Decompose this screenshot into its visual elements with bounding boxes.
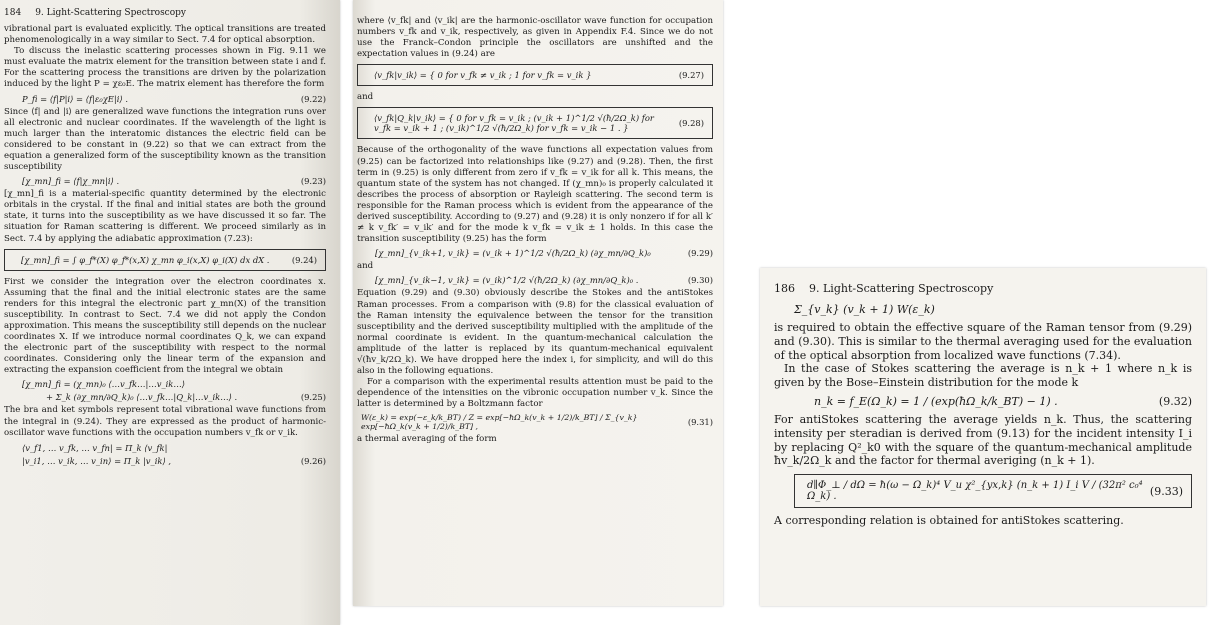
equation-9-30: [χ_mn]_{v_ik−1, v_ik} = (v_ik)^1/2 √(ħ/2Ω_k) (∂χ_mn/∂Q_k)₀ . (9.30) <box>375 275 713 286</box>
paragraph: vibrational part is evaluated explicitly. The optical transitions are treated phenomenologically in a way similar to Sect. 7.4 for optical absorption. <box>4 24 326 46</box>
paragraph: A corresponding relation is obtained for antiStokes scattering. <box>774 514 1124 528</box>
boxed-equation-9-24: [χ_mn]_fi = ∫ φ_f*(X) φ_f*(x,X) χ_mn φ_i(x,X) φ_i(X) dx dX . (9.24) <box>4 249 326 271</box>
paragraph: For a comparison with the experimental results attention must be paid to the dependence of the intensities on the vibronic occupation number v_k. Since the latter is determined by a Boltzmann factor <box>357 377 713 410</box>
equation-9-23: [χ_mn]_fi = ⟨f|χ_mn|i⟩ . (9.23) <box>22 176 326 187</box>
paragraph: is required to obtain the effective square of the Raman tensor from (9.29) and (9.30). This is similar to the thermal averaging used for the evaluation of the optical absorption from localized wave functions (7.34). <box>774 321 1192 362</box>
paragraph: [χ_mn]_fi is a material-specific quantity determined by the electronic orbitals in the crystal. If the final and initial states are both the ground state, it turns into the susceptibility as we have discussed it so far. The situation for Raman scattering is different. We proceed similarly as in Sect. 7.4 by applying the adiabatic approximation (7.23): <box>4 189 326 244</box>
paragraph: Equation (9.29) and (9.30) obviously describe the Stokes and the antiStokes Raman processes. From a comparison with (9.8) for the classical evaluation of the Raman intensity the equivalence between the tensor for the transition susceptibility and the derived susceptibility multiplied with the amplitude of the normal coordinate is evident. In the quantum-mechanical calculation the amplitude of the latter is replaced by its quantum-mechanical equivalent √(ħv_k/2Ω_k). We have dropped here the index i, for simplicity, and will do this also in the following equations. <box>357 288 713 377</box>
equation-9-29: [χ_mn]_{v_ik+1, v_ik} = (v_ik + 1)^1/2 √(ħ/2Ω_k) (∂χ_mn/∂Q_k)₀ (9.29) <box>375 248 713 259</box>
paragraph: where ⟨v_fk| and ⟨v_ik| are the harmonic-oscillator wave function for occupation numbers v_fk and v_ik, respectively, as given in Appendix F.4. Since we do not use the Franck–Condon principle the oscillators are unshifted and the expectation values in (9.24) are <box>357 16 713 60</box>
equation-9-26: ⟨v_f1, … v_fk, … v_fn| = Π_k ⟨v_fk| |v_i1, … v_ik, … v_in⟩ = Π_k |v_ik⟩ , (9.26) <box>22 442 326 466</box>
boxed-equation-9-33: d∥Φ_⊥ / dΩ = ħ(ω − Ω_k)⁴ V_u χ²_{yx,k} (n_k + 1) I_i V / (32π² c₀⁴ Ω_k) . (9.33) <box>794 474 1192 508</box>
page-185 <box>353 0 723 606</box>
paragraph: Since ⟨f| and |i⟩ are generalized wave functions the integration runs over all electronic and nuclear coordinates. If the wavelength of the light is much larger than the interatomic distances the electric field can be considered to be constant in (9.22) so that we can extract from the equation a generalized form of the susceptibility known as the transition susceptibility <box>4 106 326 173</box>
paragraph: In the case of Stokes scattering the average is n_k + 1 where n_k is given by the Bose–Einstein distribution for the mode k <box>774 362 1192 390</box>
equation-9-25: [χ_mn]_fi = (χ_mn)₀ ⟨…v_fk…|…v_ik…⟩ + Σ_k (∂χ_mn/∂Q_k)₀ ⟨…v_fk…|Q_k|…v_ik…⟩ . (9.25) <box>22 379 326 403</box>
running-header <box>4 8 326 18</box>
running-header <box>774 282 1192 295</box>
paragraph: First we consider the integration over the electron coordinates x. Assuming that the final and the initial electronic states are the same renders for this integral the electronic part χ_mn(X) of the transition susceptibility. In contrast to Sect. 7.4 we did not apply the Condon approximation. This means the susceptibility still depends on the nuclear coordinates X. If we introduce normal coordinates Q_k, we can expand the electronic part of the susceptibility with respect to the normal coordinates. Considering only the linear term of the expansion and extracting the expansion coefficient from the integral we obtain <box>4 276 326 376</box>
paragraph: a thermal averaging of the form <box>357 434 497 445</box>
equation-9-32: n_k = f_E(Ω_k) = 1 / (exp(ħΩ_k/k_BT) − 1) . (9.32) <box>814 394 1192 408</box>
paragraph: For antiStokes scattering the average yields n_k. Thus, the scattering intensity per steradian is derived from (9.13) for the incident intensity I_i by replacing Q²_k0 with the square of the quantum-mechanical amplitude ħv_k/2Ω_k and the factor for thermal averiging (n_k + 1). <box>774 412 1192 468</box>
page-number: 184 <box>4 8 22 18</box>
chapter-title: 9. Light-Scattering Spectroscopy <box>35 8 186 18</box>
boxed-equation-9-28: ⟨v_fk|Q_k|v_ik⟩ = { 0 for v_fk = v_ik ; (v_ik + 1)^1/2 √(ħ/2Ω_k) for v_fk = v_ik + 1 ; (v_ik)^1/2 √(ħ/2Ω_k) for v_fk = v_ik − 1 . } (9.28) <box>357 107 713 139</box>
page-184 <box>0 0 340 625</box>
paragraph: To discuss the inelastic scattering processes shown in Fig. 9.11 we must evaluate the matrix element for the transition between state i and f. For the scattering process the transitions are driven by the polarization induced by the light P = χε₀E. The matrix element has therefore the form <box>4 46 326 90</box>
connector-text: and <box>357 261 374 272</box>
page-186 <box>760 268 1206 606</box>
equation-9-31: W(ε_k) = exp(−ε_k/k_BT) / Z = exp[−ħΩ_k(v_k + 1/2)/k_BT] / Σ_{v_k} exp[−ħΩ_k(v_k + 1/2)/k_BT] , (9.31) <box>361 413 713 432</box>
equation-sum: Σ_{v_k} (v_k + 1) W(ε_k) <box>794 303 935 316</box>
paragraph: The bra and ket symbols represent total vibrational wave functions from the integral in (9.24). They are expressed as the product of harmonic-oscillator wave functions with the occupation numbers v_fk or v_ik. <box>4 405 326 438</box>
page-number: 186 <box>774 282 795 295</box>
connector-text: and <box>357 92 374 103</box>
paragraph: Because of the orthogonality of the wave functions all expectation values from (9.25) can be factorized into relationships like (9.27) and (9.28). Then, the first term in (9.25) is only different from zero if v_fk = v_ik for all k. This means, the quantum state of the system has not changed. If (χ_mn)₀ is properly calculated it describes the process of absorption or Rayleigh scattering. The second term is responsible for the Raman process which is evident from the appearance of the derived susceptibility. According to (9.27) and (9.28) it is only nonzero if for all k′ ≠ k v_fk′ = v_ik′ and for the mode k v_fk = v_ik ± 1 holds. In this case the transition susceptibility (9.25) has the form <box>357 145 713 245</box>
boxed-equation-9-27: ⟨v_fk|v_ik⟩ = { 0 for v_fk ≠ v_ik ; 1 for v_fk = v_ik } (9.27) <box>357 64 713 86</box>
equation-9-22: P_fi = ⟨f|P|i⟩ = ⟨f|ε₀χE|i⟩ . (9.22) <box>22 93 326 104</box>
chapter-title: 9. Light-Scattering Spectroscopy <box>809 282 994 295</box>
